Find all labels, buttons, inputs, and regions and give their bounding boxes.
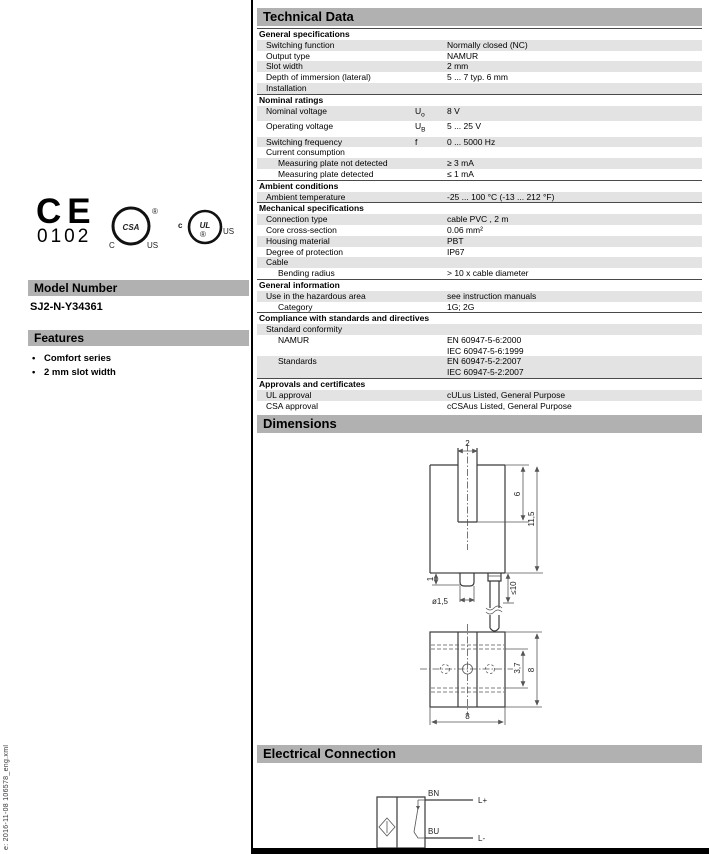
spec-row: [257, 51, 702, 62]
spec-row: [257, 137, 702, 148]
features-header: Features: [28, 330, 249, 346]
spec-label: Slot width: [266, 61, 303, 72]
terminal-lplus-label: L+: [478, 796, 488, 805]
ce-mark-letters: CE: [36, 192, 97, 231]
model-number-header: Model Number: [28, 280, 249, 296]
spec-value: 0 ... 5000 Hz: [447, 136, 496, 147]
spec-label: CSA approval: [266, 400, 318, 411]
dim-bottom-height-label: 8: [527, 667, 536, 673]
spec-label: Current consumption: [266, 147, 345, 158]
spec-label: Installation: [266, 82, 307, 93]
ul-logo: [176, 204, 240, 256]
spec-row: [257, 72, 702, 83]
spec-label: Operating voltage: [266, 121, 334, 132]
spec-row: [257, 236, 702, 247]
spec-row: [257, 257, 702, 268]
technical-data-header: Technical Data: [257, 8, 702, 26]
spec-row: [257, 214, 702, 225]
spec-value: PBT: [447, 235, 464, 246]
dim-stub-label: 1: [426, 576, 435, 582]
ul-logo-us-label: US: [223, 227, 235, 236]
spec-section-header: Compliance with standards and directives: [257, 312, 702, 324]
dim-bottom-inner-label: 3,7: [513, 662, 522, 674]
spec-label: Measuring plate not detected: [278, 158, 388, 169]
feature-item: • Comfort series: [32, 353, 112, 364]
dim-bottom-width-label: 8: [465, 712, 470, 721]
page-bottom-bar: [252, 848, 709, 854]
bullet-icon: •: [32, 367, 36, 378]
spec-row: [257, 147, 702, 158]
spec-label: Output type: [266, 50, 310, 61]
spec-row: [257, 225, 702, 236]
spec-value: > 10 x cable diameter: [447, 268, 529, 279]
spec-value: 1G; 2G: [447, 301, 475, 312]
spec-row: [257, 390, 702, 401]
dim-slot-width-label: 2: [465, 439, 470, 448]
spec-row: [257, 335, 702, 357]
spec-symbol: f: [415, 136, 418, 147]
spec-symbol: $U_o$: [415, 105, 425, 119]
spec-label: Standards: [278, 356, 317, 367]
spec-label: UL approval: [266, 389, 312, 400]
electrical-connection-header: Electrical Connection: [257, 745, 702, 763]
electrical-connection-diagram: [370, 782, 560, 854]
spec-row: [257, 192, 702, 203]
spec-value: ≥ 3 mA: [447, 158, 474, 169]
spec-value: -25 ... 100 °C (-13 ... 212 °F): [447, 191, 555, 202]
technical-data-table: [257, 28, 702, 411]
spec-section-header: Approvals and certificates: [257, 378, 702, 390]
spec-value: EN 60947-5-6:2000 IEC 60947-5-6:1999: [447, 334, 524, 356]
ce-mark: [36, 194, 97, 247]
spec-row: [257, 158, 702, 169]
spec-value: EN 60947-5-2:2007 IEC 60947-5-2:2007: [447, 356, 524, 378]
namur-symbol-icon: [379, 818, 395, 836]
csa-logo-us-label: US: [147, 241, 159, 250]
dim-cable-diameter-label: ø1,5: [432, 597, 449, 606]
spec-label: Degree of protection: [266, 246, 344, 257]
feature-item: • 2 mm slot width: [32, 367, 116, 378]
spec-value: 0.06 mm²: [447, 224, 483, 235]
spec-value: IP67: [447, 246, 465, 257]
spec-label: Depth of immersion (lateral): [266, 72, 371, 83]
spec-row: [257, 169, 702, 180]
column-divider: [251, 0, 253, 854]
spec-label: Core cross-section: [266, 224, 337, 235]
spec-label: Cable: [266, 257, 289, 268]
spec-value: 2 mm: [447, 61, 469, 72]
model-number-value: SJ2-N-Y34361: [30, 301, 103, 313]
spec-row: [257, 121, 702, 136]
csa-logo: [106, 200, 166, 256]
spec-label: Switching frequency: [266, 136, 343, 147]
spec-label: Housing material: [266, 235, 330, 246]
dimension-drawing: [408, 438, 578, 738]
spec-section-header: Nominal ratings: [257, 94, 702, 106]
spec-row: [257, 401, 702, 412]
spec-section-header: Mechanical specifications: [257, 202, 702, 214]
spec-row: [257, 356, 702, 378]
spec-label: Bending radius: [278, 268, 335, 279]
spec-label: Measuring plate detected: [278, 168, 374, 179]
spec-label: Standard conformity: [266, 324, 343, 335]
sidebar-doc-info: e: 2016-11-08 106578_eng.xml: [3, 744, 10, 850]
spec-value: see instruction manuals: [447, 290, 537, 301]
features-list: [32, 352, 116, 380]
spec-label: Connection type: [266, 214, 328, 225]
bullet-icon: •: [32, 353, 36, 364]
spec-label: NAMUR: [278, 334, 310, 345]
dim-slot-depth-label: 6: [513, 491, 522, 497]
csa-logo-c-label: C: [109, 241, 115, 250]
wire-bn-label: BN: [428, 789, 440, 798]
spec-row: [257, 324, 702, 335]
spec-value: ≤ 1 mA: [447, 168, 474, 179]
spec-label: Nominal voltage: [266, 105, 327, 116]
spec-value: cCSAus Listed, General Purpose: [447, 400, 572, 411]
spec-label: Category: [278, 301, 313, 312]
spec-section-header: General information: [257, 279, 702, 291]
ul-logo-monogram: UL: [199, 221, 211, 230]
spec-value: 5 ... 7 typ. 6 mm: [447, 72, 508, 83]
dim-cable-length-label: ≤10: [509, 581, 518, 595]
spec-label: Switching function: [266, 39, 335, 50]
spec-label: Use in the hazardous area: [266, 290, 366, 301]
spec-label: Ambient temperature: [266, 191, 346, 202]
spec-row: [257, 83, 702, 94]
spec-symbol: $U_B$: [415, 121, 426, 134]
dim-height-label: 11,5: [527, 511, 536, 527]
wire-bu-label: BU: [428, 827, 440, 836]
spec-value: 8 V: [447, 105, 460, 116]
spec-value: cable PVC , 2 m: [447, 214, 509, 225]
spec-value: Normally closed (NC): [447, 39, 528, 50]
spec-section-header: General specifications: [257, 28, 702, 40]
spec-row: [257, 61, 702, 72]
spec-section-header: Ambient conditions: [257, 180, 702, 192]
spec-row: [257, 40, 702, 51]
dimensions-header: Dimensions: [257, 415, 702, 433]
spec-row: [257, 106, 702, 121]
csa-logo-registered-icon: ®: [152, 207, 158, 216]
spec-value: cULus Listed, General Purpose: [447, 389, 566, 400]
csa-logo-monogram: CSA: [122, 223, 140, 232]
spec-value: NAMUR: [447, 50, 479, 61]
ce-notified-body-number: 0102: [37, 226, 92, 247]
ul-logo-registered-icon: ®: [200, 230, 206, 239]
spec-row: [257, 302, 702, 313]
spec-value: 5 ... 25 V: [447, 121, 482, 132]
spec-row: [257, 291, 702, 302]
ul-logo-c-label: c: [178, 221, 183, 230]
terminal-lminus-label: L-: [478, 834, 486, 843]
spec-row: [257, 268, 702, 279]
spec-row: [257, 247, 702, 258]
